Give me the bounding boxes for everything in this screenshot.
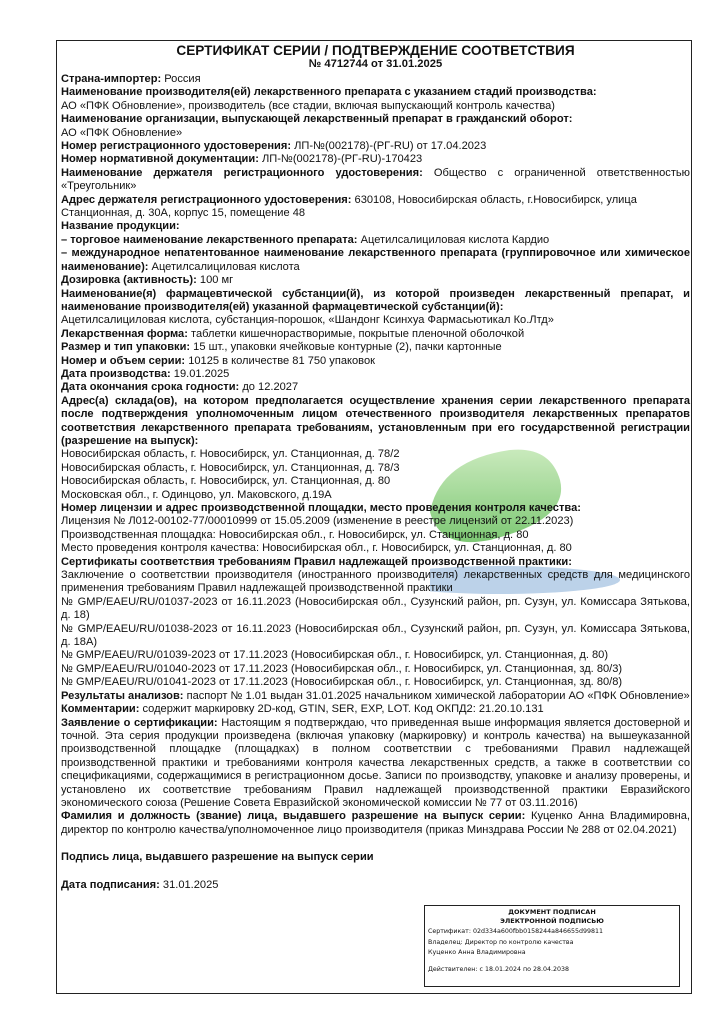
license-line: Лицензия № Л012-00102-77/00010999 от 15.05.2009 (изменение в реестре лицензий от 22.11.2023) [61, 515, 574, 528]
gmp-intro: Заключение о соответствии производителя (иностранного производителя) лекарственных средств для медицинского применения требованиям Правил надлежащей производственной практики [61, 569, 690, 595]
substance-value: Ацетилсалициловая кислота, субстанция-порошок, «Шандонг Ксинхуа Фармасьютикал Ко.Лтд» [61, 314, 554, 327]
warehouse-item: Новосибирская область, г. Новосибирск, ул. Станционная, д. 78/2 [61, 448, 400, 461]
certificate-number: № 4712744 от 31.01.2025 [308, 58, 443, 70]
gmp-line: № GMP/EAEU/RU/01040-2023 от 17.11.2023 (Новосибирская обл., г. Новосибирск, ул. Станционная, зд. 80/3) [61, 662, 623, 675]
holder-field: Наименование держателя регистрационного удостоверения: Общество с ограниченной ответственностью «Треугольник» [61, 166, 690, 193]
license-line: Место проведения контроля качества: Новосибирская обл., г. Новосибирск, ул. Станционная, д. 80 [61, 542, 572, 555]
gmp-line: № GMP/EAEU/RU/01038-2023 от 16.11.2023 (Новосибирская обл., Сузунский район, рп. Сузун, ул. Комиссара Зятькова, д. 18А) [61, 622, 690, 649]
stamp-certificate: Сертификат: 02d334a600fbb0158244a846655d99811 [428, 928, 604, 935]
stamp-title-line2: ЭЛЕКТРОННОЙ ПОДПИСЬЮ [500, 917, 604, 925]
page-title: СЕРТИФИКАТ СЕРИИ / ПОДТВЕРЖДЕНИЕ СООТВЕТСТВИЯ [176, 43, 575, 58]
form-field: Лекарственная форма: таблетки кишечнорастворимые, покрытые пленочной оболочкой [61, 327, 525, 340]
batch-field: Номер и объем серии: 10125 в количестве 81 750 упаковок [61, 354, 375, 367]
country-field [61, 73, 690, 86]
electronic-signature-stamp [424, 905, 680, 987]
stamp-owner-name: Куценко Анна Владимировна [428, 949, 526, 956]
stamp-owner: Владелец: Директор по контролю качества [428, 938, 574, 946]
warehouse-item: Новосибирская область, г. Новосибирск, ул. Станционная, д. 78/3 [61, 461, 400, 474]
country-value: Россия [161, 73, 201, 85]
stamp-title-line1: ДОКУМЕНТ ПОДПИСАН [508, 908, 596, 916]
dosage-field: Дозировка (активность): 100 мг [61, 274, 234, 287]
inn-field: – международное непатентованное наименование лекарственного препарата (группировочное или химическое наименование): Ацетилсалициловая кислота [61, 247, 690, 273]
certificate-body [61, 43, 690, 892]
mfg-date-field: Дата производства: 19.01.2025 [61, 367, 230, 380]
norm-doc-field: Номер нормативной документации: ЛП-№(002178)-(РГ-RU)-170423 [61, 153, 423, 166]
license-line: Производственная площадка: Новосибирская обл., г. Новосибирск, ул. Станционная, д. 80 [61, 528, 529, 541]
results-field: Результаты анализов: паспорт № 1.01 выдан 31.01.2025 начальником химической лаборатории АО «ПФК Обновление» [61, 689, 690, 702]
producers-label: Наименование производителя(ей) лекарственного препарата с указанием стадий производства: [61, 86, 597, 99]
country-label: Страна-импортер: [61, 73, 162, 85]
holder-address-field: Адрес держателя регистрационного удостоверения: 630108, Новосибирская область, г.Новосибирск, улица Станционная, д. 30А, корпус 15, помещение 48 [61, 193, 637, 220]
stamp-valid: Действителен: с 18.01.2024 по 28.04.2038 [428, 965, 570, 973]
license-label: Номер лицензии и адрес производственной площадки, место проведения контроля качества: [61, 502, 581, 514]
warehouse-label: Адрес(а) склада(ов), на котором предполагается осуществление хранения серии лекарственного препарата после подтверждения уполномоченным лицом отечественного производителя лекарственных препаратов соответствия лекарственного препарата требованиям, установленным при его государственной регистрации (разрешение на выпуск): [61, 394, 690, 447]
statement-field: Заявление о сертификации: Настоящим я подтверждаю, что приведенная выше информация является достоверной и точной. Эта серия продукции произведена (включая упаковку (маркировку) и контроль качества) на вышеуказанной производственной площадке (площадках) в полном соответствии с требованиями Правил надлежащей производственной практики и требованиями контроля качества лекарственных средств, а также в соответствии со спецификациями, содержащимися в регистрационном досье. Записи по производству, упаковке и анализу проверены, и установлено их соответствие требованиям Правил надлежащей производственной практики Евразийского экономического союза (Решение Совета Евразийской экономической комиссии № 77 от 03.11.2016) [61, 716, 690, 809]
gmp-label: Сертификаты соответствия требованиям Правил надлежащей производственной практики: [61, 555, 572, 568]
signature-label: Подпись лица, выдавшего разрешение на выпуск серии [61, 851, 374, 864]
sign-date-field: Дата подписания: 31.01.2025 [61, 878, 219, 891]
releasing-org-label: Наименование организации, выпускающей лекарственный препарат в гражданский оборот: [61, 113, 573, 126]
substance-label: Наименование(я) фармацевтической субстанции(й), из которой произведен лекарственный препарат, и наименование производителя(ей) указанной фармацевтической субстанции(й): [61, 287, 690, 313]
product-name-label: Название продукции: [61, 220, 180, 233]
comments-field: Комментарии: содержит маркировку 2D-код, GTIN, SER, EXP, LOT. Код ОКПД2: 21.20.10.131 [61, 703, 544, 716]
warehouse-item: Московская обл., г. Одинцово, ул. Маковского, д.19А [61, 488, 332, 501]
pack-field: Размер и тип упаковки: 15 шт., упаковки ячейковые контурные (2), пачки картонные [61, 341, 502, 354]
warehouse-item: Новосибирская область, г. Новосибирск, ул. Станционная, д. 80 [61, 475, 391, 488]
gmp-line: № GMP/EAEU/RU/01041-2023 от 17.11.2023 (Новосибирская обл., г. Новосибирск, ул. Станционная, зд. 80/8) [61, 676, 623, 689]
gmp-line: № GMP/EAEU/RU/01037-2023 от 16.11.2023 (Новосибирская обл., Сузунский район, рп. Сузун, ул. Комиссара Зятькова, д. 18) [61, 595, 690, 622]
producers-value: АО «ПФК Обновление», производитель (все стадии, включая выпускающий контроль качества) [61, 99, 555, 112]
releasing-org-value: АО «ПФК Обновление» [61, 126, 183, 139]
expiry-field: Дата окончания срока годности: до 12.2027 [61, 381, 299, 394]
trade-name-field: – торговое наименование лекарственного препарата: Ацетилсалициловая кислота Кардио [61, 233, 550, 246]
reg-cert-field: Номер регистрационного удостоверения: ЛП-№(002178)-(РГ-RU) от 17.04.2023 [61, 140, 487, 153]
person-field: Фамилия и должность (звание) лица, выдавшего разрешение на выпуск серии: Куценко Анна Владимировна, директор по контролю качества/уполномоченное лицо производителя (приказ Минздрава России № 288 от 02.04.2021) [61, 810, 691, 836]
gmp-line: № GMP/EAEU/RU/01039-2023 от 17.11.2023 (Новосибирская обл., г. Новосибирск, ул. Станционная, д. 80) [61, 649, 609, 662]
